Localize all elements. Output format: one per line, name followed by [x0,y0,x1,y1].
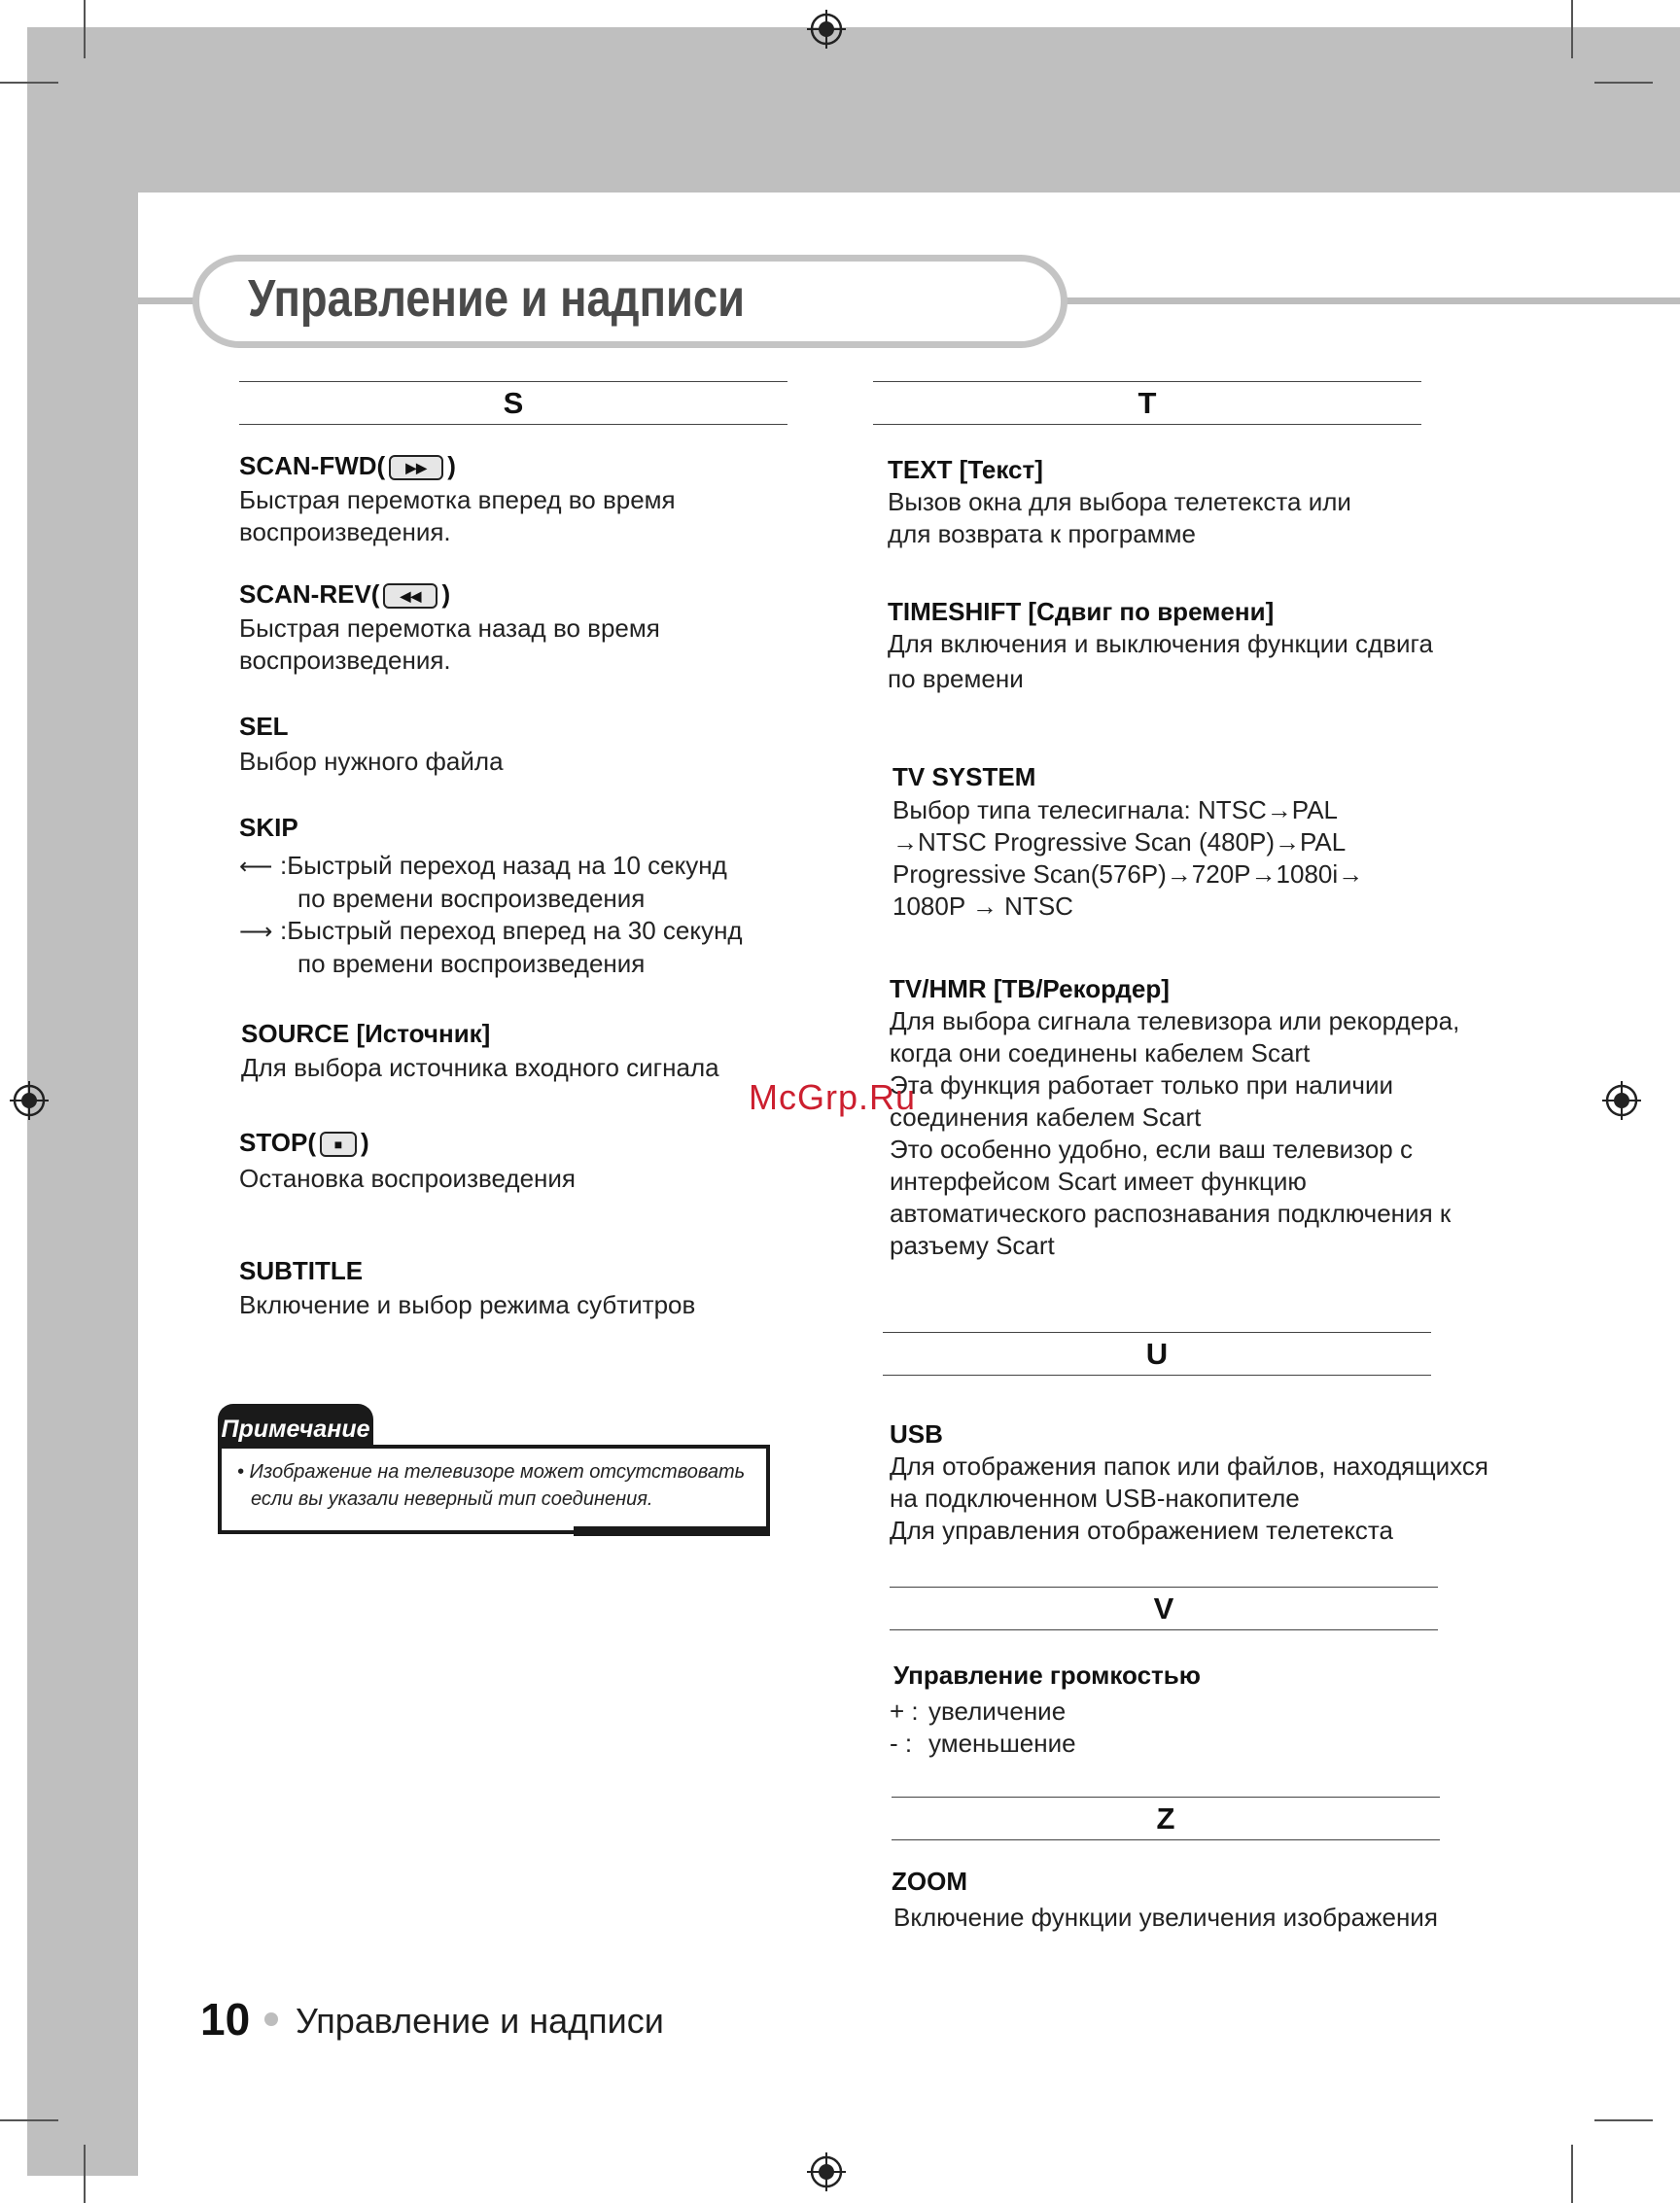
term-source: SOURCE [Источник] [241,1019,491,1048]
desc-line: Быстрая перемотка вперед во время [239,485,676,514]
page-number: 10 [200,1994,251,2045]
rewind-icon: ◀◀ [383,583,438,609]
footer-title: Управление и надписи [296,2001,664,2041]
desc-line: интерфейсом Scart имеет функцию [890,1167,1307,1196]
desc-line: Для отображения папок или файлов, находящихся [890,1451,1488,1481]
term-tv-system: TV SYSTEM [892,762,1036,791]
watermark: McGrp.Ru [749,1077,917,1117]
desc-line: :Быстрый переход назад на 10 секунд [280,851,727,880]
section-header-z: Z [892,1797,1440,1840]
desc-source: Для выбора источника входного сигнала [241,1053,719,1082]
note-label: Примечание [218,1404,373,1449]
desc-line: Progressive Scan(576P)→720P→1080i→ [892,859,1364,889]
desc-line: Эта функция работает только при наличии [890,1070,1394,1100]
desc-line: Для управления отображением телетекста [890,1516,1393,1545]
term-stop [239,1128,369,1158]
desc-line: →NTSC Progressive Scan (480P)→PAL [892,827,1347,857]
desc-subtitle: Включение и выбор режима субтитров [239,1290,696,1319]
desc-line: увеличение [928,1696,1067,1726]
desc-line: по времени [888,664,1024,693]
section-header-v: V [890,1587,1438,1630]
desc-line: для возврата к программе [888,519,1196,548]
fast-forward-icon: ▶▶ [389,455,443,480]
crop-mark [84,2145,86,2203]
note-text [237,1458,745,1513]
page-title: Управление и надписи [248,269,745,328]
desc-text [888,486,1351,550]
desc-zoom: Включение функции увеличения изображения [893,1903,1438,1932]
desc-line: Для включения и выключения функции сдвига [888,629,1433,658]
desc-line: соединения кабелем Scart [890,1102,1202,1132]
desc-line: на подключенном USB-накопителе [890,1484,1300,1513]
term-scan-rev [239,579,450,610]
skip-back-line [239,850,743,883]
term-text: TEXT [Текст] [888,455,1043,484]
note-line: если вы указали неверный тип соединения. [251,1488,653,1510]
desc-line: воспроизведения. [239,646,451,675]
desc-skip [239,850,743,980]
volume-minus-line [890,1728,1076,1760]
crop-mark [1594,2119,1653,2121]
term-scan-fwd [239,451,456,481]
desc-scan-rev [239,612,660,677]
term-usb: USB [890,1419,943,1449]
desc-line: автоматического распознавания подключения к [890,1199,1452,1228]
term-label: ) [447,451,456,480]
term-label: ) [441,579,451,609]
crop-mark [1594,82,1653,84]
desc-line: Выбор типа телесигнала: NTSC→PAL [892,795,1338,824]
registration-mark-icon [805,2151,848,2193]
crop-mark [84,0,86,58]
desc-line: Для выбора сигнала телевизора или рекордера, [890,1006,1460,1035]
term-timeshift: TIMESHIFT [Сдвиг по времени] [888,597,1275,626]
desc-usb [890,1451,1488,1547]
desc-line: по времени воспроизведения [298,884,646,913]
desc-tv-hmr [890,1005,1459,1262]
term-volume: Управление громкостью [893,1661,1201,1690]
crop-mark [0,2119,58,2121]
bullet-icon [264,2012,278,2026]
crop-mark [1571,0,1573,58]
desc-volume [890,1696,1076,1760]
desc-tv-system [892,794,1363,923]
section-header-u: U [883,1332,1431,1376]
term-subtitle: SUBTITLE [239,1256,364,1285]
term-label: SCAN-REV( [239,579,380,609]
section-header-s: S [239,381,788,425]
term-label: ) [360,1128,369,1157]
registration-mark-icon [1600,1079,1643,1122]
term-zoom: ZOOM [892,1867,967,1896]
desc-line: воспроизведения. [239,517,451,546]
term-sel: SEL [239,712,289,741]
desc-stop: Остановка воспроизведения [239,1164,576,1193]
stop-icon: ■ [320,1132,357,1157]
desc-line: Это особенно удобно, если ваш телевизор с [890,1135,1413,1164]
volume-plus-line [890,1696,1076,1728]
skip-fwd-line [239,915,743,948]
minus-icon: - : [890,1729,913,1758]
note-shadow [574,1526,770,1536]
desc-line: когда они соединены кабелем Scart [890,1038,1311,1067]
arrow-left-icon: ⟵ [239,854,273,880]
term-skip: SKIP [239,813,298,842]
desc-line: по времени воспроизведения [298,949,646,978]
desc-line: разъему Scart [890,1231,1055,1260]
desc-line: Быстрая перемотка назад во время [239,613,660,643]
desc-line: Вызов окна для выбора телетекста или [888,487,1351,516]
section-header-t: T [873,381,1421,425]
registration-mark-icon [805,8,848,51]
desc-line: уменьшение [928,1729,1076,1758]
term-label: SCAN-FWD( [239,451,386,480]
desc-sel: Выбор нужного файла [239,747,504,776]
note-line: • Изображение на телевизоре может отсутствовать [237,1461,746,1483]
term-label: STOP( [239,1128,316,1157]
crop-mark [0,82,58,84]
desc-timeshift [888,628,1433,695]
desc-line: 1080P → NTSC [892,892,1073,921]
registration-mark-icon [8,1079,51,1122]
crop-mark [1571,2145,1573,2203]
desc-line: :Быстрый переход вперед на 30 секунд [280,916,743,945]
top-gray-band [27,27,1680,192]
arrow-right-icon: ⟶ [239,919,273,945]
plus-icon: + : [890,1696,919,1726]
term-tv-hmr: TV/HMR [ТВ/Рекордер] [890,974,1170,1003]
desc-scan-fwd [239,484,676,548]
